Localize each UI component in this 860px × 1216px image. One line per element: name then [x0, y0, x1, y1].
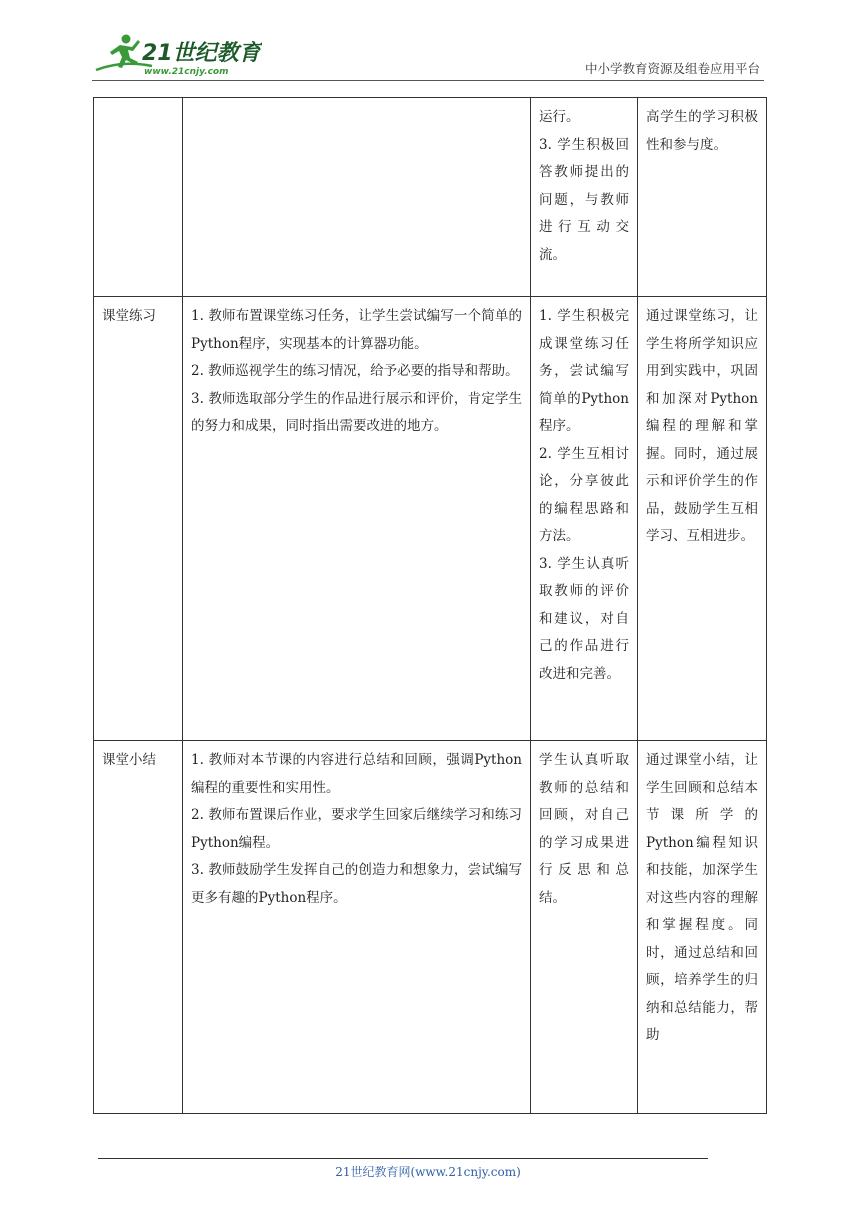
teacher-activity-text: 1. 教师布置课堂练习任务，让学生尝试编写一个简单的Python程序，实现基本的计算器功能。: [191, 308, 522, 352]
teacher-activity-cell: [183, 297, 531, 741]
footer-divider: [98, 1158, 708, 1159]
stage-cell: 课堂练习: [94, 297, 183, 741]
platform-name: 中小学教育资源及组卷应用平台: [584, 61, 760, 76]
student-activity-cell: [531, 297, 638, 741]
design-intent-text: 通过课堂小结，让学生回顾和总结本节课所学的Python编程知识和技能，加深学生对这些内容的理解和掌握程度。同时，通过总结和回顾，培养学生的归纳和总结能力，帮助: [646, 752, 758, 1043]
site-logo: [92, 30, 262, 78]
design-intent-cell: [638, 741, 767, 1114]
teacher-activity-cell: [183, 98, 531, 297]
teacher-activity-text: 2. 教师巡视学生的练习情况，给予必要的指导和帮助。: [191, 363, 519, 379]
teacher-activity-text: 3. 教师选取部分学生的作品进行展示和评价，肯定学生的努力和成果，同时指出需要改进的地方。: [191, 390, 522, 434]
design-intent-text: 高学生的学习积极性和参与度。: [646, 109, 758, 153]
student-activity-text: 1. 学生积极完成课堂练习任务，尝试编写简单的Python程序。: [539, 308, 629, 434]
student-activity-text: 学生认真听取教师的总结和回顾，对自己的学习成果进行反思和总结。: [539, 752, 629, 906]
teacher-activity-text: 1. 教师对本节课的内容进行总结和回顾，强调Python编程的重要性和实用性。: [191, 752, 522, 796]
student-activity-text: 2. 学生互相讨论，分享彼此的编程思路和方法。: [539, 445, 629, 544]
teacher-activity-text: 2. 教师布置课后作业，要求学生回家后继续学习和练习Python编程。: [191, 807, 522, 851]
student-activity-text: 3. 学生积极回答教师提出的问题，与教师进行互动交流。: [539, 136, 629, 263]
table-row: [94, 297, 767, 741]
stage-cell: 课堂小结: [94, 741, 183, 1114]
svg-text:21世纪教育: 21世纪教育: [142, 41, 261, 66]
header-divider: [92, 80, 764, 81]
svg-text:www.21cnjy.com: www.21cnjy.com: [144, 67, 229, 77]
table-row: [94, 98, 767, 297]
student-activity-cell: [531, 98, 638, 297]
logo-graphic: [92, 30, 262, 78]
teacher-activity-cell: [183, 741, 531, 1114]
table-row: [94, 741, 767, 1114]
page-header: [92, 30, 764, 78]
teacher-activity-text: 3. 教师鼓励学生发挥自己的创造力和想象力，尝试编写更多有趣的Python程序。: [191, 862, 522, 906]
student-activity-text: 运行。: [539, 109, 580, 125]
lesson-plan-table: [93, 97, 767, 1114]
student-activity-text: 3. 学生认真听取教师的评价和建议，对自己的作品进行改进和完善。: [539, 555, 629, 682]
design-intent-cell: [638, 297, 767, 741]
stage-cell: [94, 98, 183, 297]
design-intent-cell: [638, 98, 767, 297]
design-intent-text: 通过课堂练习，让学生将所学知识应用到实践中，巩固和加深对Python编程的理解和掌握。同时，通过展示和评价学生的作品，鼓励学生互相学习、互相进步。: [646, 308, 758, 544]
student-activity-cell: [531, 741, 638, 1114]
footer-link[interactable]: 21世纪教育网(www.21cnjy.com): [335, 1165, 521, 1179]
